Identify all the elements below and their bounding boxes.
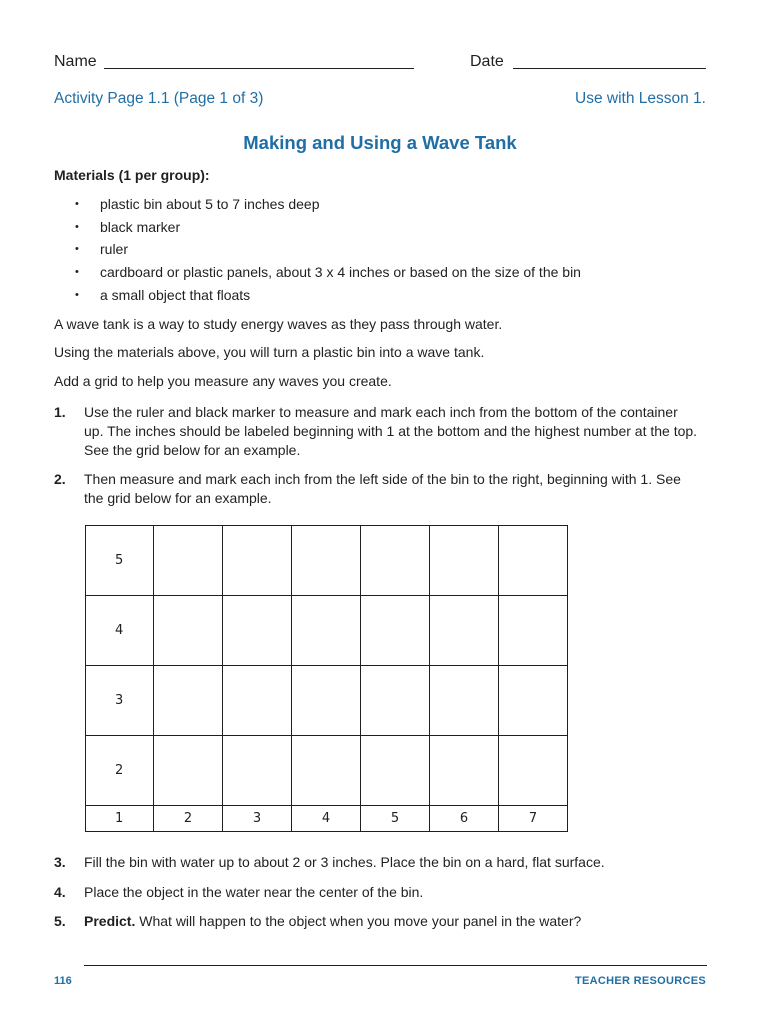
grid-column-label: 1 xyxy=(86,806,154,832)
list-item-text: ruler xyxy=(100,241,129,258)
example-grid xyxy=(85,525,568,832)
step-text: Place the object in the water near the center of the bin. xyxy=(84,884,424,900)
grid-column-label: 5 xyxy=(361,806,430,832)
activity-page-label: Activity Page 1.1 (Page 1 of 3) xyxy=(54,90,264,107)
grid-cell xyxy=(361,596,430,666)
date-field[interactable] xyxy=(513,67,706,69)
step-number: 3. xyxy=(54,854,66,870)
step-text xyxy=(84,912,699,931)
grid-cell xyxy=(292,736,361,806)
list-item xyxy=(54,238,581,261)
bullet-icon: • xyxy=(75,288,79,301)
grid-cell xyxy=(430,526,499,596)
lesson-reference: Use with Lesson 1. xyxy=(575,90,706,107)
list-item-text: black marker xyxy=(100,218,181,235)
list-item-text: plastic bin about 5 to 7 inches deep xyxy=(100,196,320,212)
grid-column-label: 7 xyxy=(499,806,568,832)
grid-cell xyxy=(430,596,499,666)
grid-column-label: 2 xyxy=(154,806,223,832)
list-item-text: a small object that floats xyxy=(100,286,251,303)
bullet-icon: • xyxy=(75,220,79,233)
grid-cell xyxy=(154,526,223,596)
materials-heading: Materials (1 per group): xyxy=(54,167,210,183)
grid-row-label: 4 xyxy=(86,596,154,666)
name-field[interactable] xyxy=(104,67,414,69)
step-number: 2. xyxy=(54,471,66,487)
grid-cell xyxy=(223,526,292,596)
grid-cell xyxy=(154,596,223,666)
grid-cell xyxy=(499,526,568,596)
list-item xyxy=(54,216,581,239)
grid-cell xyxy=(430,666,499,736)
bullet-icon: • xyxy=(75,243,79,256)
grid-cell xyxy=(292,526,361,596)
grid-cell xyxy=(430,736,499,806)
grid-cell xyxy=(223,666,292,736)
step-text: Use the ruler and black marker to measure and mark each inch from the bottom of the container up. The inches should be labeled beginning with 1 at the bottom and the highest number at the top. See the grid below for an example. xyxy=(84,404,698,458)
grid-cell xyxy=(292,666,361,736)
date-label: Date xyxy=(470,53,504,70)
list-item-text: cardboard or plastic panels, about 3 x 4 inches or based on the size of the bin xyxy=(100,264,581,281)
intro-paragraph: Add a grid to help you measure any waves you create. xyxy=(54,373,392,389)
step-text: Fill the bin with water up to about 2 or 3 inches. Place the bin on a hard, flat surface. xyxy=(84,854,605,870)
grid-column-label: 3 xyxy=(223,806,292,832)
bullet-icon: • xyxy=(75,198,79,210)
page-number: 116 xyxy=(54,975,72,987)
list-item xyxy=(54,284,581,307)
list-item xyxy=(54,193,581,216)
grid-row-label: 2 xyxy=(86,736,154,806)
grid-row-label: 3 xyxy=(86,666,154,736)
step-number: 1. xyxy=(54,404,66,420)
footer-divider xyxy=(84,964,707,966)
grid-cell xyxy=(361,666,430,736)
step-text-rest: What will happen to the object when you move your panel in the water? xyxy=(135,913,582,929)
grid-cell xyxy=(292,596,361,666)
grid-column-label: 4 xyxy=(292,806,361,832)
grid-cell xyxy=(499,736,568,806)
footer-section-label: TEACHER RESOURCES xyxy=(574,975,706,987)
grid-cell xyxy=(154,736,223,806)
step-number: 5. xyxy=(54,913,66,929)
step-text: Then measure and mark each inch from the left side of the bin to the right, beginning with 1. See the grid below for an example. xyxy=(84,471,681,506)
step-emphasis: Predict. xyxy=(84,913,136,929)
grid-cell xyxy=(223,736,292,806)
grid-cell xyxy=(361,526,430,596)
grid-cell xyxy=(154,666,223,736)
grid-cell xyxy=(499,666,568,736)
grid-cell xyxy=(499,596,568,666)
step-number: 4. xyxy=(54,884,66,900)
grid-column-label: 6 xyxy=(430,806,499,832)
grid-cell xyxy=(223,596,292,666)
materials-list xyxy=(54,193,581,306)
intro-paragraph: A wave tank is a way to study energy waves as they pass through water. xyxy=(54,316,503,332)
bullet-icon: • xyxy=(75,266,79,279)
page-title: Making and Using a Wave Tank xyxy=(243,132,517,153)
name-label: Name xyxy=(54,53,97,70)
grid-row-label: 5 xyxy=(86,526,154,596)
intro-paragraph: Using the materials above, you will turn a plastic bin into a wave tank. xyxy=(54,344,485,360)
grid-cell xyxy=(361,736,430,806)
list-item xyxy=(54,261,581,284)
